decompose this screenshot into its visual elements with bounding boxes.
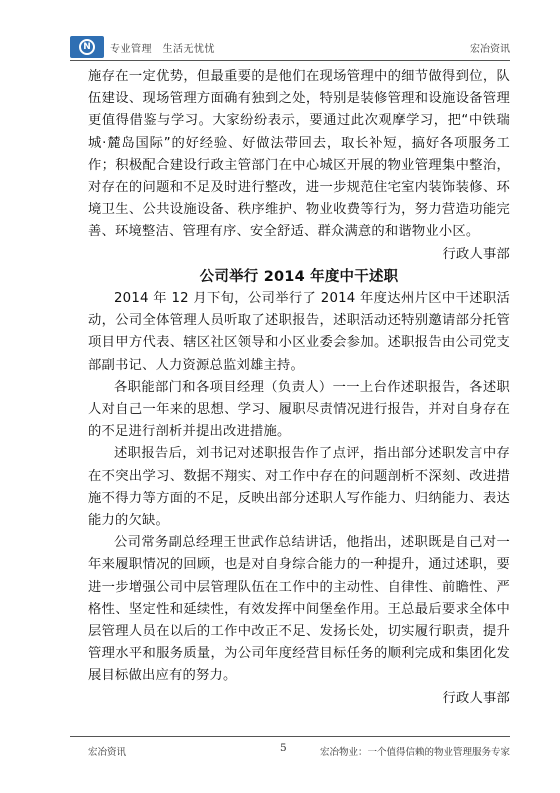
logo-mark: N	[79, 39, 95, 55]
header-slogan: 专业管理 生活无忧忧	[110, 44, 215, 55]
article2-title: 公司举行 2014 年度中干述职	[199, 268, 399, 285]
footer-divider	[70, 736, 510, 737]
article2-signature: 行政人事部	[442, 690, 510, 706]
article2-paragraph: 述职报告后，刘书记对述职报告作了点评，指出部分述职发言中存在不突出学习、数据不翔实、对工作中存在的问题剖析不深刻、改进措施不得力等方面的不足，反映出部分述职人写作能力、归纳能力、表达能力的欠缺。	[88, 446, 510, 529]
header-divider	[70, 60, 510, 61]
article2-paragraph: 2014 年 12 月下旬，公司举行了 2014 年度达州片区中干述职活动，公司全体管理人员听取了述职报告，述职活动还特别邀请部分托管项目甲方代表、辖区社区领导和小区业委会参加。述职报告由公司党支部副书记、人力资源总监刘雄主持。	[88, 291, 510, 373]
article2-paragraph: 公司常务副总经理王世武作总结讲话，他指出，述职既是自己对一年来履职情况的回顾，也是对自身综合能力的一种提升，通过述职，要进一步增强公司中层管理队伍在工作中的主动性、自律性、前瞻性、严格性、坚定性和延续性，有效发挥中间堡垒作用。王总最后要求全体中层管理人员在以后的工作中改正不足、发扬长处，切实履行职责，提升管理水平和服务质量，为公司年度经营目标任务的顺利完成和集团化发展目标做出应有的努力。	[88, 535, 510, 684]
footer-tagline: 宏冶物业：一个值得信赖的物业管理服务专家	[319, 747, 510, 758]
page-header	[70, 36, 510, 58]
page-content	[88, 66, 510, 710]
article2-paragraph: 各职能部门和各项目经理（负责人）一一上台作述职报告，各述职人对自己一年来的思想、学习、履职尽责情况进行报告，并对自身存在的不足进行剖析并提出改进措施。	[88, 379, 510, 440]
company-logo-icon	[70, 36, 104, 58]
header-brand: 宏冶资讯	[470, 44, 510, 55]
article1-signature: 行政人事部	[442, 246, 510, 262]
article1-paragraph: 施存在一定优势，但最重要的是他们在现场管理中的细节做得到位，队伍建设、现场管理方面确有独到之处，特别是装修管理和设施设备管理更值得借鉴与学习。大家纷纷表示，要通过此次观摩学习，把“中铁瑞城·麓岛国际”的好经验、好做法带回去，取长补短，搞好各项服务工作；积极配合建设行政主管部门在中心城区开展的物业管理集中整治，对存在的问题和不足及时进行整改，进一步规范住宅室内装饰装修、环境卫生、公共设施设备、秩序维护、物业收费等行为，努力营造功能完善、环境整洁、管理有序、安全舒适、群众满意的和谐物业小区。	[88, 69, 510, 240]
footer-brand: 宏冶资讯	[88, 747, 127, 758]
page-number: 5	[280, 742, 287, 754]
